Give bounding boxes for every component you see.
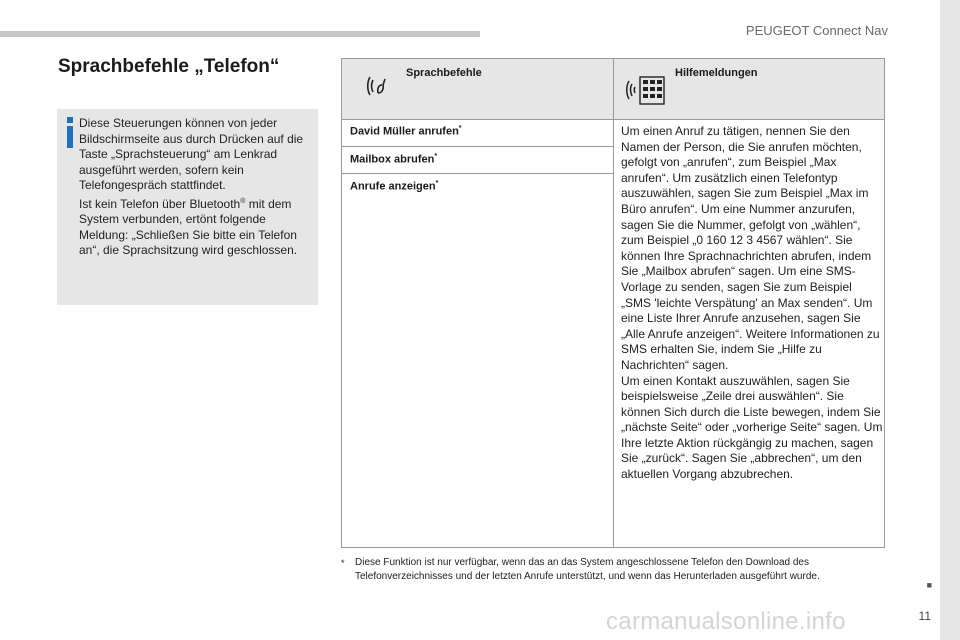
voice-command-icon xyxy=(364,73,390,99)
voice-command-table xyxy=(341,58,885,548)
info-text xyxy=(79,116,311,259)
command-check-mailbox: Mailbox abrufen* xyxy=(350,153,438,166)
info-paragraph-2-start: Ist kein Telefon über Bluetooth xyxy=(79,196,241,211)
help-paragraph-1: Um einen Anruf zu tätigen, nennen Sie den Namen der Person, die Sie anrufen möchten, gefolgt von „anrufen“, zum Beispiel „Max anrufen“. Um zusätzlich einen Telefontyp auszuwählen, sagen Sie zum Beispiel „Max im Büro anrufen“. Um eine Nummer anzurufen, sagen Sie die Nummer, gefolgt von „wählen“, zum Beispiel „0 160 12 3 4567 wählen“. Sie können Ihre Sprachnachrichten abrufen, indem Sie „Mailbox abrufen“ sagen. Um eine SMS-Vorlage zu senden, sagen Sie zum Beispiel „SMS 'leichte Verspätung' an Max senden“. Um eine Liste Ihrer Anrufe anzusehen, sagen Sie „Alle Anrufe anzeigen“. Weitere Informationen zu SMS erhalten Sie, indem Sie „Hilfe zu Nachrichten“ sagen. xyxy=(621,124,880,372)
header-rule xyxy=(0,31,480,37)
table-row xyxy=(342,119,613,147)
footnote-mark: * xyxy=(341,558,345,568)
table-row xyxy=(342,174,613,202)
command-show-calls: Anrufe anzeigen* xyxy=(350,180,439,193)
page-edge-strip xyxy=(940,0,960,640)
registered-mark: ® xyxy=(240,197,246,205)
info-icon xyxy=(65,117,76,149)
watermark: carmanualsonline.info xyxy=(606,608,846,635)
help-paragraph-2: Um einen Kontakt auszuwählen, sagen Sie beispielsweise „Zeile drei auswählen“. Sie können Sich durch die Liste bewegen, indem Sie „nächste Seite“ oder „vorherige Seite“ sagen. Um Ihre letzte Aktion rückgängig zu machen, sagen Sie „zurück“. Sagen Sie „abbrechen“, um den aktuellen Vorgang abzubrechen. xyxy=(621,373,883,482)
page-number: 11 xyxy=(918,609,931,623)
info-paragraph-1: Diese Steuerungen können von jeder Bildschirmseite aus durch Drücken auf die Taste „Sprachsteuerung“ am Lenkrad ausgeführt werden, sofern kein Telefongespräch stattfindet. xyxy=(79,116,304,192)
command-call-contact: David Müller anrufen* xyxy=(350,125,462,138)
column-divider xyxy=(613,59,614,547)
phone-keypad-icon xyxy=(624,73,668,107)
info-paragraph-2-end: mit dem System verbunden, ertönt folgende Meldung: „Schließen Sie bitte ein Telefon an“, die Sprachsitzung wird geschlossen. xyxy=(79,196,298,257)
footnote-text: Diese Funktion ist nur verfügbar, wenn das an das System angeschlossene Telefon den Download des Telefonverzeichnisses und der letzten Anrufe unterstützt, und wenn das Herunterladen ausgeführt wurde. xyxy=(355,557,820,582)
info-box xyxy=(57,109,318,305)
header-title: PEUGEOT Connect Nav xyxy=(745,23,888,38)
help-message-text xyxy=(621,124,883,483)
column-header-help-messages: Hilfemeldungen xyxy=(675,67,758,79)
page-marker: ■ xyxy=(926,580,932,590)
page-title: Sprachbefehle „Telefon“ xyxy=(58,56,280,77)
column-header-voice-commands: Sprachbefehle xyxy=(406,67,482,79)
table-row xyxy=(342,147,613,174)
